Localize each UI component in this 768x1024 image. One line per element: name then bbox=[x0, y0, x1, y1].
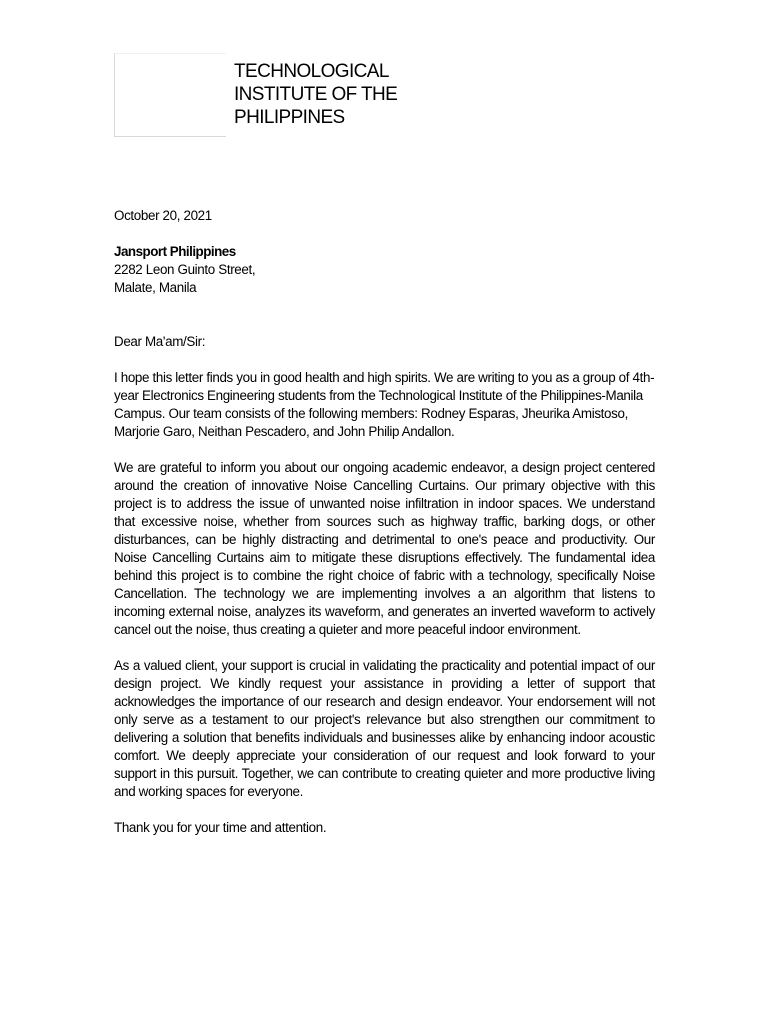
letter-body bbox=[114, 207, 655, 837]
recipient-name: Jansport Philippines bbox=[114, 244, 236, 259]
institute-name bbox=[234, 60, 454, 129]
institute-name-line-3: PHILIPPINES bbox=[234, 107, 345, 128]
recipient-address-line-1: 2282 Leon Guinto Street, bbox=[114, 262, 256, 277]
paragraph-support-request: As a valued client, your support is crucial in validating the practicality and potential impact of our design project. We kindly request your assistance in providing a letter of support that acknowledges the importance of our research and design endeavor. Your endorsement will not only serve as a testament to our project's relevance but also strengthen our commitment to delivering a solution that benefits individuals and businesses alike by enhancing indoor acoustic comfort. We deeply appreciate your consideration of our request and look forward to your support in this pursuit. Together, we can contribute to creating quieter and more productive living and working spaces for everyone. bbox=[114, 658, 655, 799]
salutation: Dear Ma'am/Sir: bbox=[114, 334, 206, 349]
institute-name-line-1: TECHNOLOGICAL bbox=[234, 61, 389, 82]
recipient-address-line-2: Malate, Manila bbox=[114, 280, 197, 295]
paragraph-introduction: I hope this letter finds you in good health and high spirits. We are writing to you as a group of 4th-year Electronics Engineering students from the Technological Institute of the Philippines-Manila Campus. Our team consists of the following members: Rodney Esparas, Jheurika Amistoso, Marjorie Garo, Neithan Pescadero, and John Philip Andallon. bbox=[114, 370, 655, 439]
logo-placeholder bbox=[114, 53, 226, 137]
recipient-address-block bbox=[114, 243, 655, 297]
paragraph-project-description: We are grateful to inform you about our ongoing academic endeavor, a design project centered around the creation of innovative Noise Cancelling Curtains. Our primary objective with this project is to address the issue of unwanted noise infiltration in indoor spaces. We understand that excessive noise, whether from sources such as highway traffic, barking dogs, or other disturbances, can be highly distracting and detrimental to one's peace and productivity. Our Noise Cancelling Curtains aim to mitigate these disruptions effectively. The fundamental idea behind this project is to combine the right choice of fabric with a technology, specifically Noise Cancellation. The technology we are implementing involves a an algorithm that listens to incoming external noise, analyzes its waveform, and generates an inverted waveform to actively cancel out the noise, thus creating a quieter and more peaceful indoor environment. bbox=[114, 460, 655, 637]
closing-line: Thank you for your time and attention. bbox=[114, 820, 327, 835]
letter-date: October 20, 2021 bbox=[114, 208, 212, 223]
institute-name-line-2: INSTITUTE OF THE bbox=[234, 84, 398, 105]
